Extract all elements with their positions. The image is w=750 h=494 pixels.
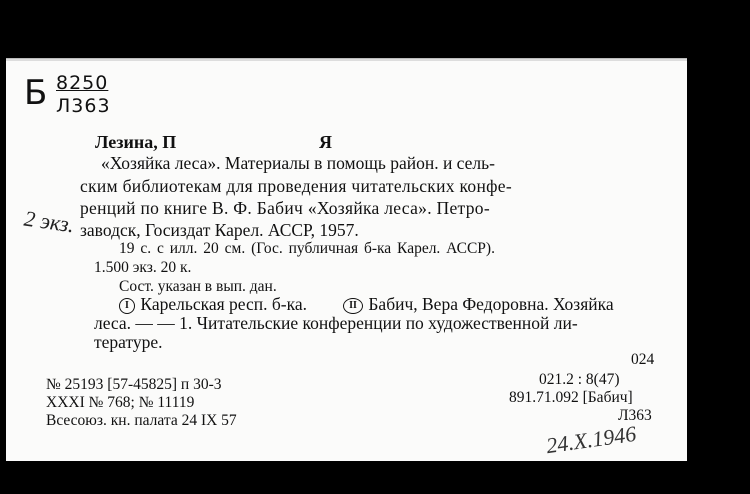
classification-4: Л363: [618, 407, 652, 424]
subject-line-3: леса. — — 1. Читательские конференции по художественной ли-: [94, 313, 578, 333]
shelfmark-number: 8250: [56, 72, 109, 94]
physical-description: 19 с. с илл. 20 см. (Гос. публичная б-ка Карел. АССР).: [119, 240, 495, 257]
print-run-price: 1.500 экз. 20 к.: [94, 259, 192, 276]
classification-3: 891.71.092 [Бабич]: [509, 389, 633, 406]
registry-number: № 25193 [57-45825] п 30-3: [46, 376, 222, 393]
catalog-card: [6, 58, 687, 461]
registry-chamber: Всесоюз. кн. палата 24 IX 57: [46, 412, 237, 429]
handwritten-copies-note: 2 экз.: [22, 205, 76, 238]
compiler-note: Сост. указан в вып. дан.: [119, 278, 277, 295]
stamp-ii-icon: II: [343, 298, 363, 314]
classification-2: 021.2 : 8(47): [539, 371, 620, 388]
shelfmark-author-code: Л363: [56, 95, 111, 117]
description-line-3: ренций по книге В. Ф. Бабич «Хозяйка леса». Петро-: [80, 198, 490, 218]
registry-series: XXXI № 768; № 11119: [46, 394, 195, 411]
subject-author: Бабич, Вера Федоровна. Хозяйка: [368, 294, 614, 314]
subject-entry-1: [119, 294, 307, 315]
shelfmark-letter: Б: [24, 73, 48, 113]
description-line-1: «Хозяйка леса». Материалы в помощь район. и сель-: [101, 153, 495, 173]
classification-1: 024: [631, 351, 655, 368]
subject-library: Карельская респ. б-ка.: [140, 294, 307, 314]
subject-line-4: тературе.: [94, 332, 163, 352]
author-initial: Я: [319, 132, 332, 152]
author-surname: Лезина, П: [95, 132, 177, 152]
subject-entry-2: [343, 294, 614, 315]
description-line-4: заводск, Госиздат Карел. АССР, 1957.: [80, 220, 359, 240]
description-line-2: ским библиотекам для проведения читательских конфе-: [80, 176, 512, 196]
handwritten-date: 24.X.1946: [544, 420, 638, 459]
stamp-i-icon: I: [119, 298, 135, 314]
